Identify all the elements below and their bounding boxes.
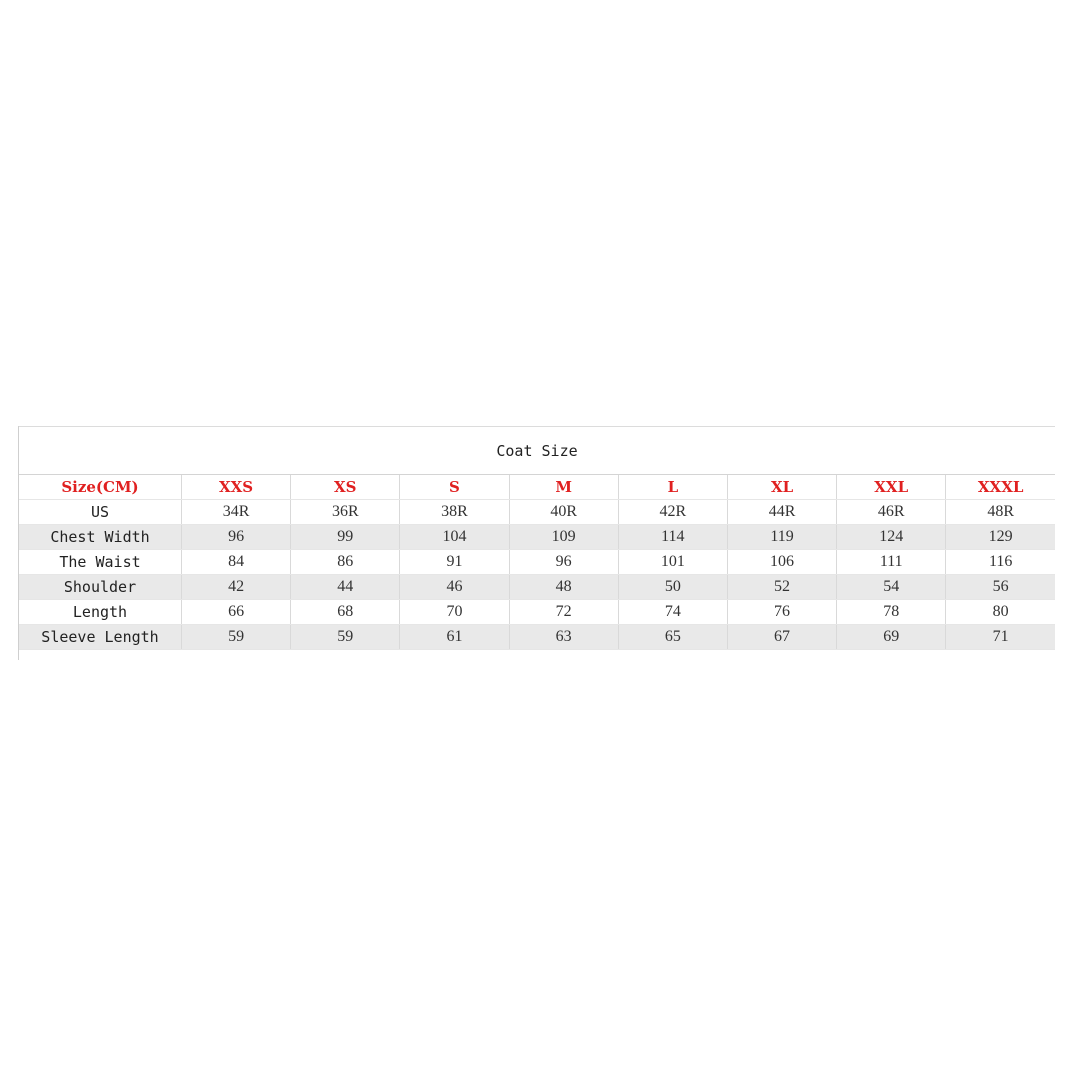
table-cell: 66 (182, 600, 291, 625)
table-cell: 40R (509, 500, 618, 525)
table-cell: 38R (400, 500, 509, 525)
table-cell: 56 (946, 575, 1055, 600)
table-cell: 42R (618, 500, 727, 525)
size-chart-sheet (18, 426, 1055, 660)
table-cell: 42 (182, 575, 291, 600)
row-label: Length (19, 600, 182, 625)
header-cell-size: XXS (182, 475, 291, 500)
table-cell: 124 (837, 525, 946, 550)
table-cell: 111 (837, 550, 946, 575)
size-table (19, 475, 1055, 650)
table-cell: 44R (727, 500, 836, 525)
table-cell: 129 (946, 525, 1055, 550)
table-cell: 59 (182, 625, 291, 650)
table-cell: 70 (400, 600, 509, 625)
table-cell: 104 (400, 525, 509, 550)
table-cell: 36R (291, 500, 400, 525)
table-row (19, 575, 1055, 600)
header-cell-size: XXXL (946, 475, 1055, 500)
table-cell: 46R (837, 500, 946, 525)
table-cell: 78 (837, 600, 946, 625)
table-cell: 74 (618, 600, 727, 625)
row-label: US (19, 500, 182, 525)
row-label: Sleeve Length (19, 625, 182, 650)
table-cell: 67 (727, 625, 836, 650)
header-cell-size: S (400, 475, 509, 500)
table-cell: 48 (509, 575, 618, 600)
row-label: Shoulder (19, 575, 182, 600)
table-cell: 69 (837, 625, 946, 650)
table-cell: 106 (727, 550, 836, 575)
table-cell: 61 (400, 625, 509, 650)
table-cell: 76 (727, 600, 836, 625)
table-row (19, 600, 1055, 625)
table-cell: 116 (946, 550, 1055, 575)
header-cell-size: XXL (837, 475, 946, 500)
table-cell: 114 (618, 525, 727, 550)
table-cell: 101 (618, 550, 727, 575)
table-cell: 65 (618, 625, 727, 650)
header-cell-size: XS (291, 475, 400, 500)
table-cell: 63 (509, 625, 618, 650)
table-row (19, 550, 1055, 575)
table-cell: 59 (291, 625, 400, 650)
table-cell: 96 (509, 550, 618, 575)
table-cell: 84 (182, 550, 291, 575)
table-cell: 71 (946, 625, 1055, 650)
table-row (19, 525, 1055, 550)
table-row (19, 500, 1055, 525)
row-label: Chest Width (19, 525, 182, 550)
table-cell: 46 (400, 575, 509, 600)
table-cell: 80 (946, 600, 1055, 625)
chart-title: Coat Size (19, 427, 1055, 475)
header-cell-size: M (509, 475, 618, 500)
table-cell: 72 (509, 600, 618, 625)
empty-row (19, 643, 1055, 660)
table-cell: 44 (291, 575, 400, 600)
table-cell: 86 (291, 550, 400, 575)
table-cell: 48R (946, 500, 1055, 525)
table-cell: 34R (182, 500, 291, 525)
header-row (19, 475, 1055, 500)
table-cell: 52 (727, 575, 836, 600)
table-cell: 109 (509, 525, 618, 550)
table-cell: 91 (400, 550, 509, 575)
row-label: The Waist (19, 550, 182, 575)
table-cell: 54 (837, 575, 946, 600)
table-cell: 119 (727, 525, 836, 550)
header-cell-size: XL (727, 475, 836, 500)
table-cell: 99 (291, 525, 400, 550)
header-cell-size: L (618, 475, 727, 500)
header-cell-size-unit: Size(CM) (19, 475, 182, 500)
table-cell: 50 (618, 575, 727, 600)
table-cell: 68 (291, 600, 400, 625)
table-cell: 96 (182, 525, 291, 550)
